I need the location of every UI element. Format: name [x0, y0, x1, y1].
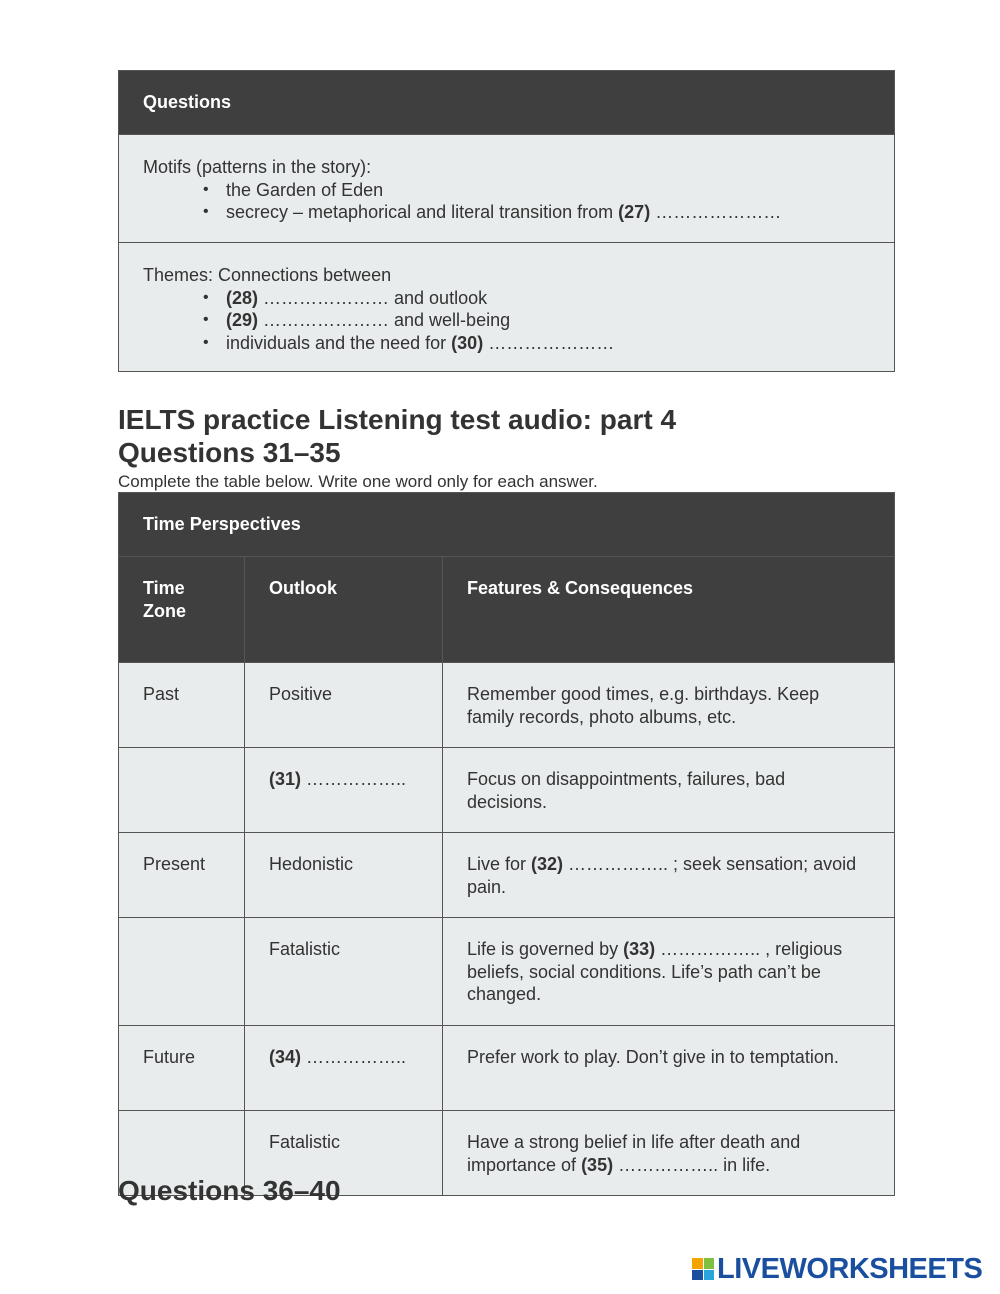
features-text: …………….. , religious beliefs, social conditions. Life’s path can’t be changed. — [467, 939, 843, 1004]
zone-cell: Present — [119, 833, 245, 918]
themes-list — [143, 287, 870, 355]
features-text: Life is governed by — [467, 939, 624, 959]
features-text: …………….. ; seek sensation; avoid pain. — [467, 854, 857, 897]
answer-blank: …………….. — [301, 1047, 407, 1067]
motifs-lead: Motifs (patterns in the story): — [143, 157, 372, 177]
question-number: (35) — [581, 1154, 614, 1175]
list-item — [203, 287, 870, 310]
features-cell: Remember good times, e.g. birthdays. Keep family records, photo albums, etc. — [443, 663, 895, 748]
zone-cell — [119, 748, 245, 833]
questions-header: Questions — [119, 71, 895, 135]
outlook-cell: Hedonistic — [245, 833, 443, 918]
column-header-features: Features & Consequences — [443, 557, 895, 663]
list-item — [203, 201, 870, 224]
themes-lead: Themes: Connections between — [143, 265, 392, 285]
list-item — [203, 179, 870, 202]
features-cell — [443, 918, 895, 1026]
question-number: (33) — [623, 939, 656, 959]
question-number: (31) — [269, 769, 302, 789]
answer-blank: ………………… — [483, 332, 615, 353]
motifs-list — [143, 179, 870, 224]
question-number: (27) — [618, 202, 651, 222]
time-perspectives-table — [118, 492, 895, 1196]
section-heading: IELTS practice Listening test audio: part 4 — [118, 404, 677, 435]
motifs-cell — [119, 135, 895, 243]
theme-text: ………………… and well-being — [258, 310, 511, 330]
outlook-cell: Fatalistic — [245, 918, 443, 1026]
question-number: (30) — [451, 332, 484, 353]
section-subheading: Questions 31–35 — [118, 437, 341, 468]
features-cell: Focus on disappointments, failures, bad decisions. — [443, 748, 895, 833]
outlook-cell: Fatalistic — [245, 1111, 443, 1196]
features-cell: Prefer work to play. Don’t give in to temptation. — [443, 1026, 895, 1111]
list-item — [203, 309, 870, 332]
table-row — [119, 1026, 895, 1111]
column-header-outlook: Outlook — [245, 557, 443, 663]
features-cell — [443, 1111, 895, 1196]
table-row — [119, 918, 895, 1026]
table-row — [119, 663, 895, 748]
features-cell — [443, 833, 895, 918]
outlook-cell — [245, 1026, 443, 1111]
themes-cell — [119, 243, 895, 372]
answer-blank: …………….. — [301, 769, 407, 789]
column-header-time-zone: Time Zone — [119, 557, 245, 663]
questions-table — [118, 70, 895, 372]
list-item — [203, 332, 870, 355]
question-number: (34) — [269, 1047, 302, 1067]
zone-cell: Past — [119, 663, 245, 748]
table-title: Time Perspectives — [119, 493, 895, 557]
logo-text: LIVEWORKSHEETS — [717, 1253, 983, 1285]
features-text: Live for — [467, 854, 532, 874]
features-text: Have a strong belief in life after death and importance of — [467, 1132, 801, 1175]
theme-text: ………………… and outlook — [258, 287, 488, 308]
table-row — [119, 748, 895, 833]
features-text: …………….. in life. — [613, 1154, 771, 1175]
next-section-heading: Questions 36–40 — [118, 1175, 341, 1206]
question-number: (32) — [531, 854, 564, 874]
motif-text: the Garden of Eden — [226, 179, 384, 200]
instructions: Complete the table below. Write one word only for each answer. — [118, 472, 598, 491]
table-row — [119, 833, 895, 918]
question-number: (29) — [226, 310, 259, 330]
outlook-cell — [245, 748, 443, 833]
zone-cell — [119, 918, 245, 1026]
zone-cell: Future — [119, 1026, 245, 1111]
liveworksheets-logo[interactable] — [692, 1254, 982, 1284]
theme-text: individuals and the need for — [226, 332, 452, 353]
question-number: (28) — [226, 287, 259, 308]
motif-text: secrecy – metaphorical and literal transition from — [226, 202, 619, 222]
answer-blank: ………………… — [650, 202, 782, 222]
outlook-cell: Positive — [245, 663, 443, 748]
liveworksheets-icon — [692, 1258, 714, 1280]
